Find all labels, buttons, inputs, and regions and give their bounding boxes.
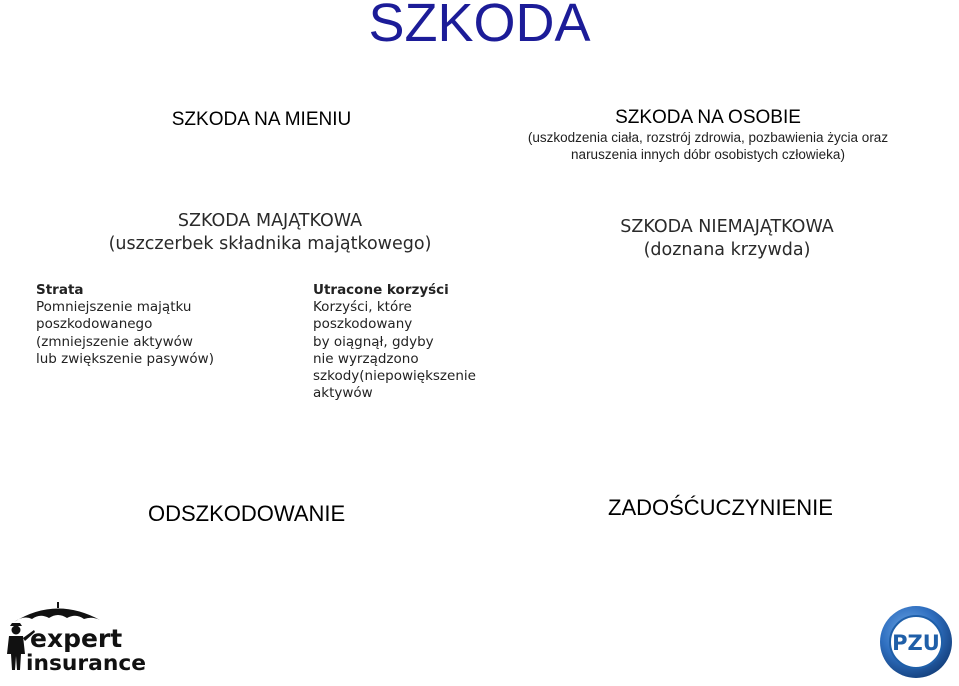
loss-line: poszkodowanego [36, 316, 153, 333]
property-damage-heading: SZKODA NA MIENIU [171, 109, 352, 130]
loss-block [36, 282, 276, 368]
non-material-damage-block [540, 216, 914, 262]
svg-text:PZU: PZU [892, 631, 940, 655]
loss-line: lub zwiększenie pasywów) [36, 350, 214, 367]
lost-profits-line: nie wyrządzono [313, 350, 419, 367]
non-material-damage-heading: SZKODA NIEMAJĄTKOWA [620, 217, 834, 237]
pzu-logo [878, 604, 954, 680]
material-damage-heading: SZKODA MAJĄTKOWA [177, 211, 363, 231]
svg-text:expert: expert [30, 624, 123, 653]
loss-line: (zmniejszenie aktywów [36, 333, 193, 350]
expert-insurance-logo [0, 600, 148, 676]
personal-damage-desc-line: naruszenia innych dóbr osobistych człowieka) [571, 147, 845, 162]
personal-damage-desc-line: (uszkodzenia ciała, rozstrój zdrowia, pozbawienia życia oraz [527, 130, 889, 145]
redress-label: ZADOŚĆUCZYNIENIE [608, 495, 833, 520]
lost-profits-line: by oiągnął, gdyby [313, 333, 434, 350]
compensation-label: ODSZKODOWANIE [148, 501, 346, 526]
personal-damage-description [480, 129, 936, 163]
personal-damage-heading: SZKODA NA OSOBIE [615, 107, 801, 128]
material-damage-block [40, 210, 500, 256]
lost-profits-line: szkody(niepowiększenie [313, 368, 476, 385]
expert-umbrella-icon [0, 600, 148, 676]
loss-heading: Strata [36, 282, 84, 298]
page-title: SZKODA [368, 0, 591, 53]
lost-profits-block [313, 282, 513, 402]
lost-profits-line: aktywów [313, 385, 373, 402]
lost-profits-line: poszkodowany [313, 316, 413, 333]
svg-text:insurance: insurance [26, 651, 146, 675]
loss-line: Pomniejszenie majątku [36, 299, 192, 316]
pzu-circle-icon [878, 604, 954, 680]
material-damage-subtitle: (uszczerbek składnika majątkowego) [108, 234, 432, 254]
lost-profits-heading: Utracone korzyści [313, 282, 449, 298]
non-material-damage-subtitle: (doznana krzywda) [643, 240, 811, 260]
lost-profits-line: Korzyści, które [313, 299, 412, 316]
